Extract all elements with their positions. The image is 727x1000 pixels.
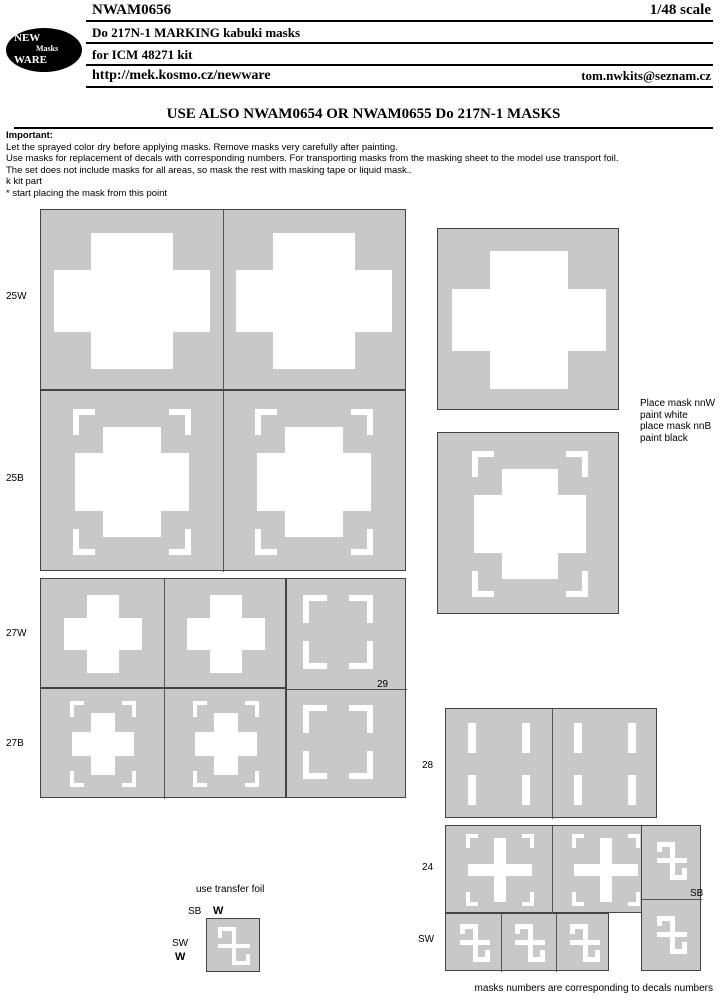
mask-panel-28 bbox=[445, 708, 657, 818]
mask-panel-24 bbox=[445, 825, 657, 913]
label-sb: SB bbox=[690, 888, 704, 899]
label-sw: SW bbox=[418, 934, 435, 945]
swastika-mask-sb-2 bbox=[657, 916, 687, 954]
logo-line-masks: Masks bbox=[36, 44, 59, 53]
label-27w: 27W bbox=[6, 628, 27, 639]
place-mask-note bbox=[640, 398, 726, 444]
swastika-mask-3 bbox=[570, 924, 600, 962]
swastika-mask-2 bbox=[515, 924, 545, 962]
use-also-heading: USE ALSO NWAM0654 OR NWAM0655 Do 217N-1 MASKS bbox=[166, 106, 561, 122]
label-25w: 25W bbox=[6, 291, 27, 302]
important-line-1: Let the sprayed color dry before applying masks. Remove masks very carefully after painting. bbox=[6, 141, 398, 153]
header-rule-3 bbox=[86, 64, 713, 66]
footer-note: masks numbers are corresponding to decals numbers bbox=[474, 983, 713, 994]
email-address[interactable]: tom.nwkits@seznam.cz bbox=[581, 68, 711, 83]
kit-title-line2: for ICM 48271 kit bbox=[92, 47, 193, 62]
important-block bbox=[6, 130, 706, 199]
kit-title-line1: Do 217N-1 MARKING kabuki masks bbox=[92, 25, 301, 40]
important-line-4: k kit part bbox=[6, 176, 42, 187]
label-28: 28 bbox=[422, 760, 434, 771]
subtitle-rule bbox=[14, 127, 713, 129]
important-line-2: Use masks for replacement of decals with corresponding numbers. For transporting masks from the masking sheet to the model use transport foil. bbox=[6, 153, 619, 164]
important-line-3: The set does not include masks for all areas, so mask the rest with masking tape or liquid mask.. bbox=[6, 164, 413, 176]
label-sb-small: SB bbox=[188, 906, 202, 917]
w-mark-top: W bbox=[213, 905, 224, 917]
important-line-5: * start placing the mask from this point bbox=[6, 187, 168, 199]
newware-logo bbox=[6, 28, 82, 72]
label-25b: 25B bbox=[6, 473, 24, 484]
logo-line-ware: WARE bbox=[14, 54, 48, 66]
product-code: NWAM0656 bbox=[92, 2, 172, 18]
label-sw-small: SW bbox=[172, 938, 189, 949]
swastika-mask-sb-1 bbox=[657, 842, 687, 880]
mask-panel-nnb bbox=[437, 432, 619, 614]
transfer-foil-sample bbox=[206, 918, 260, 972]
label-27b: 27B bbox=[6, 738, 24, 749]
mask-panel-27w bbox=[40, 578, 286, 688]
important-heading: Important: bbox=[6, 130, 53, 141]
logo-line-new: NEW bbox=[14, 32, 41, 44]
place-mask-line-1: Place mask nnW bbox=[640, 398, 716, 409]
website-link[interactable]: http://mek.kosmo.cz/newware bbox=[92, 68, 271, 83]
place-mask-line-2: paint white bbox=[640, 409, 688, 421]
place-mask-line-4: paint black bbox=[640, 432, 688, 444]
label-24: 24 bbox=[422, 862, 434, 873]
header-rule-2 bbox=[86, 42, 713, 44]
swastika-mask-1 bbox=[460, 924, 490, 962]
w-mark-bottom: W bbox=[175, 951, 186, 963]
label-29: 29 bbox=[377, 679, 389, 690]
place-mask-line-3: place mask nnB bbox=[640, 421, 712, 432]
scale-label: 1/48 scale bbox=[649, 2, 711, 18]
mask-panel-25b bbox=[40, 390, 406, 571]
swastika-transfer-sample bbox=[218, 927, 250, 965]
mask-panel-25w bbox=[40, 209, 406, 390]
header-rule-top bbox=[86, 20, 713, 22]
header-rule-bottom bbox=[86, 86, 713, 88]
transfer-foil-note: use transfer foil bbox=[196, 884, 265, 895]
mask-panel-27b bbox=[40, 688, 286, 798]
mask-panel-sw bbox=[445, 913, 609, 971]
mask-panel-nnw bbox=[437, 228, 619, 410]
